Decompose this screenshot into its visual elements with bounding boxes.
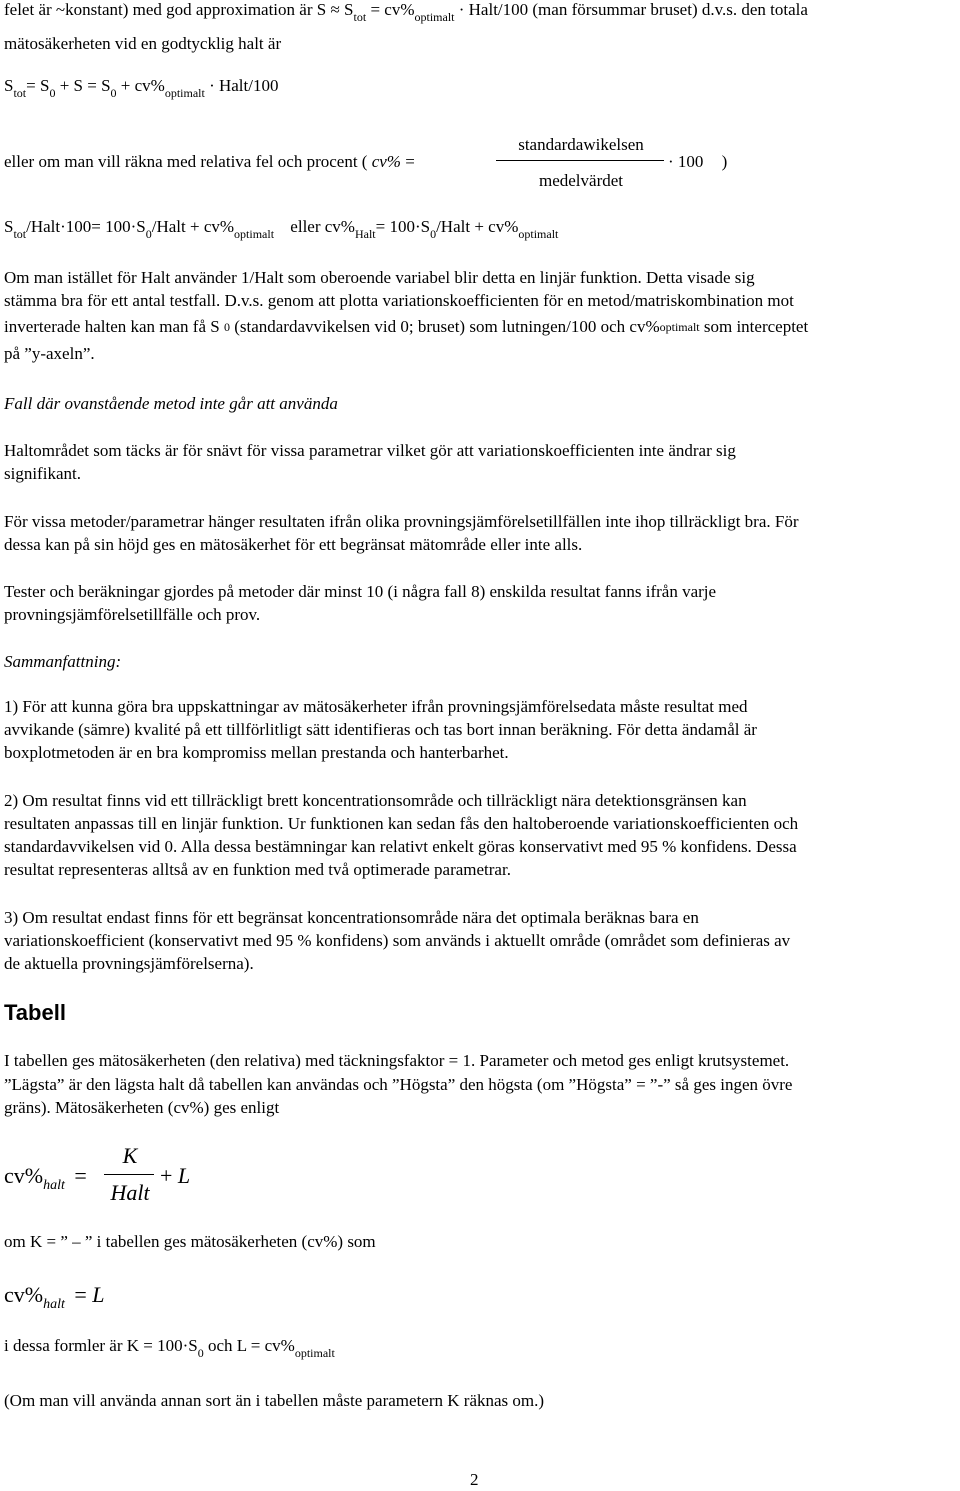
tabell-line-formulas (4, 1336, 335, 1363)
section-heading-summary: Sammanfattning: (4, 652, 122, 671)
tabell-line-3: gräns). Mätosäkerheten (cv%) ges enligt (4, 1098, 280, 1117)
summary-2-line-1: 2) Om resultat finns vid ett tillräckligt brett koncentrationsområde och tillräckligt nära detektionsgränsen kan (4, 791, 747, 810)
text-span: · Halt/100 (209, 76, 279, 95)
math-variable: L (92, 1282, 105, 1307)
subscript: tot (353, 10, 367, 24)
text-span: + cv% (120, 76, 165, 95)
fraction-numerator: K (122, 1143, 138, 1168)
subscript: optimalt (164, 86, 205, 100)
text-span (4, 152, 415, 172)
summary-2-line-2: resultaten anpassas till en linjär funktion. Ur funktionen kan sedan fås den haltoberoende variationskoefficienten och (4, 814, 799, 833)
text-span: i dessa formler är K = 100·S (4, 1336, 198, 1355)
paragraph-3-line-1: För vissa metoder/parametrar hänger resultaten ifrån olika provningsjämförelsetillfällen inte ihop tillräckligt bra. För (4, 512, 799, 531)
summary-3-line-2: variationskoefficient (konservativt med 95 % konfidens) som används i aktuellt område (området som definieras av (4, 931, 791, 950)
text-span: (standardavvikelsen vid 0; bruset) som lutningen/100 och cv% (234, 317, 660, 336)
equals-sign: = (74, 1282, 87, 1307)
tabell-line-k-dash: om K = ” – ” i tabellen ges mätosäkerheten (cv%) som (4, 1232, 376, 1251)
summary-1-line-2: avvikande (sämre) kvalité på ett tillförlitligt sätt identifieras och tas bort innan beräkning. För detta ändamål är (4, 720, 757, 739)
equals-sign: = (405, 152, 415, 171)
text-span: = cv% (370, 0, 415, 19)
summary-1-line-1: 1) För att kunna göra bra uppskattningar av mätosäkerheter ifrån provningsjämförelsedata måste resultat med (4, 697, 748, 716)
text-span: = S (26, 76, 50, 95)
text-span: /Halt·100= 100·S (26, 217, 146, 236)
text-span: · 100 (668, 152, 704, 171)
subscript: 0 (430, 227, 437, 241)
subscript: 0 (145, 227, 152, 241)
text-span: = 100·S (375, 217, 431, 236)
text-span: och L = cv% (207, 1336, 295, 1355)
fraction-numerator: standardawikelsen (518, 135, 644, 154)
equation-s-tot-halt (4, 217, 558, 244)
subscript: optimalt (294, 1346, 335, 1360)
summary-3-line-1: 3) Om resultat endast finns för ett begränsat koncentrationsområde nära det optimala beräknas bara en (4, 908, 699, 927)
tabell-line-2: ”Lägsta” är den lägsta halt då tabellen kan användas och ”Högsta” den högsta (om ”Högsta” = ”-” så ges ingen övre (4, 1075, 793, 1094)
text-span: /Halt + cv% (151, 217, 235, 236)
summary-1-line-3: boxplotmetoden är en bra kompromiss mellan prestanda och hanterbarhet. (4, 743, 509, 762)
subscript: optimalt (659, 320, 700, 334)
paragraph-1-line-4: på ”y-axeln”. (4, 344, 95, 363)
subscript: halt (43, 1297, 65, 1312)
paragraph-1-line-1 (4, 268, 952, 288)
text-span (668, 152, 727, 172)
text-span: som interceptet (703, 317, 809, 336)
subscript: halt (43, 1178, 65, 1193)
approx-symbol: ≈ (330, 0, 340, 19)
equals-sign: = (74, 1163, 87, 1188)
fraction-bar (104, 1174, 154, 1175)
intro-line-2: mätosäkerheten vid en godtycklig halt är (4, 34, 282, 53)
subscript: tot (13, 86, 27, 100)
subscript: optimalt (414, 10, 455, 24)
paragraph-4-line-1: Tester och beräkningar gjordes på metoder där minst 10 (i några fall 8) enskilda resultat fanns ifrån varje (4, 582, 717, 601)
text-span: felet är ~konstant) med god approximation är S (4, 0, 327, 19)
text-span: + S = S (59, 76, 111, 95)
subscript: 0 (49, 86, 56, 100)
paragraph-2-line-2: signifikant. (4, 464, 81, 483)
intro-line-1 (4, 0, 808, 27)
text-span: eller om man vill räkna med relativa fel och procent ( (4, 152, 368, 171)
text-span: S (344, 0, 354, 19)
paragraph-1-line-2: stämma bra för ett antal testfall. D.v.s. genom att plotta variationskoefficienten för en metod/matriskombination mot (4, 291, 794, 310)
tabell-line-note: (Om man vill använda annan sort än i tabellen måste parametern K räknas om.) (4, 1391, 545, 1410)
text-span: ) (721, 152, 728, 171)
subscript: optimalt (518, 227, 559, 241)
section-heading-fall: Fall där ovanstående metod inte går att använda (4, 394, 338, 413)
math-variable: L (177, 1163, 191, 1188)
text-span: Om man istället för Halt använder 1/Halt som oberoende variabel blir detta en linjär funktion. Detta visade sig (4, 268, 755, 287)
summary-2-line-4: resultat representeras alltså av en funktion med två optimerade parametrar. (4, 860, 511, 879)
paragraph-4-line-2: provningsjämförelsetillfälle och prov. (4, 605, 261, 624)
math-variable: cv% (4, 1163, 44, 1188)
fraction-denominator: Halt (110, 1180, 150, 1205)
paragraph-3-line-2: dessa kan på sin höjd ges en mätosäkerhet för ett begränsat mätområde eller inte alls. (4, 535, 583, 554)
text-span: S (4, 76, 14, 95)
page-number: 2 (470, 1470, 479, 1489)
subscript: 0 (197, 1346, 204, 1360)
text-span (160, 1163, 190, 1189)
section-heading-tabell: Tabell (4, 1000, 66, 1025)
paragraph-1-line-3 (4, 317, 952, 337)
text-span: eller cv% (290, 217, 355, 236)
subscript: tot (13, 227, 27, 241)
paragraph-2-line-1: Haltområdet som täcks är för snävt för vissa parametrar vilket gör att variationskoefficienten inte ändrar sig (4, 441, 736, 460)
plus-sign: + (160, 1163, 173, 1188)
subscript: optimalt (234, 227, 275, 241)
fraction-bar (496, 160, 664, 161)
summary-3-line-3: de aktuella provningsjämförelserna). (4, 954, 254, 973)
summary-2-line-3: standardavvikelsen vid 0. Alla dessa bestämningar kan relativt enkelt göras konservativt med 95 % konfidens. Dessa (4, 837, 797, 856)
subscript: Halt (354, 227, 376, 241)
subscript: 0 (223, 320, 230, 334)
text-span: /Halt + cv% (436, 217, 519, 236)
formula-cv-halt-l (4, 1282, 105, 1318)
equation-s-tot (4, 76, 278, 103)
math-variable: cv% (4, 1282, 44, 1307)
math-variable: cv% (371, 152, 401, 171)
text-span (4, 1163, 87, 1199)
fraction-denominator: medelvärdet (538, 171, 623, 190)
text-span: S (4, 217, 14, 236)
text-span: · Halt/100 (man försummar bruset) d.v.s. den totala (458, 0, 808, 19)
subscript: 0 (110, 86, 117, 100)
tabell-line-1: I tabellen ges mätosäkerheten (den relativa) med täckningsfaktor = 1. Parameter och metod ges enligt krutsystemet. (4, 1051, 790, 1070)
text-span: inverterade halten kan man få S (4, 317, 220, 336)
